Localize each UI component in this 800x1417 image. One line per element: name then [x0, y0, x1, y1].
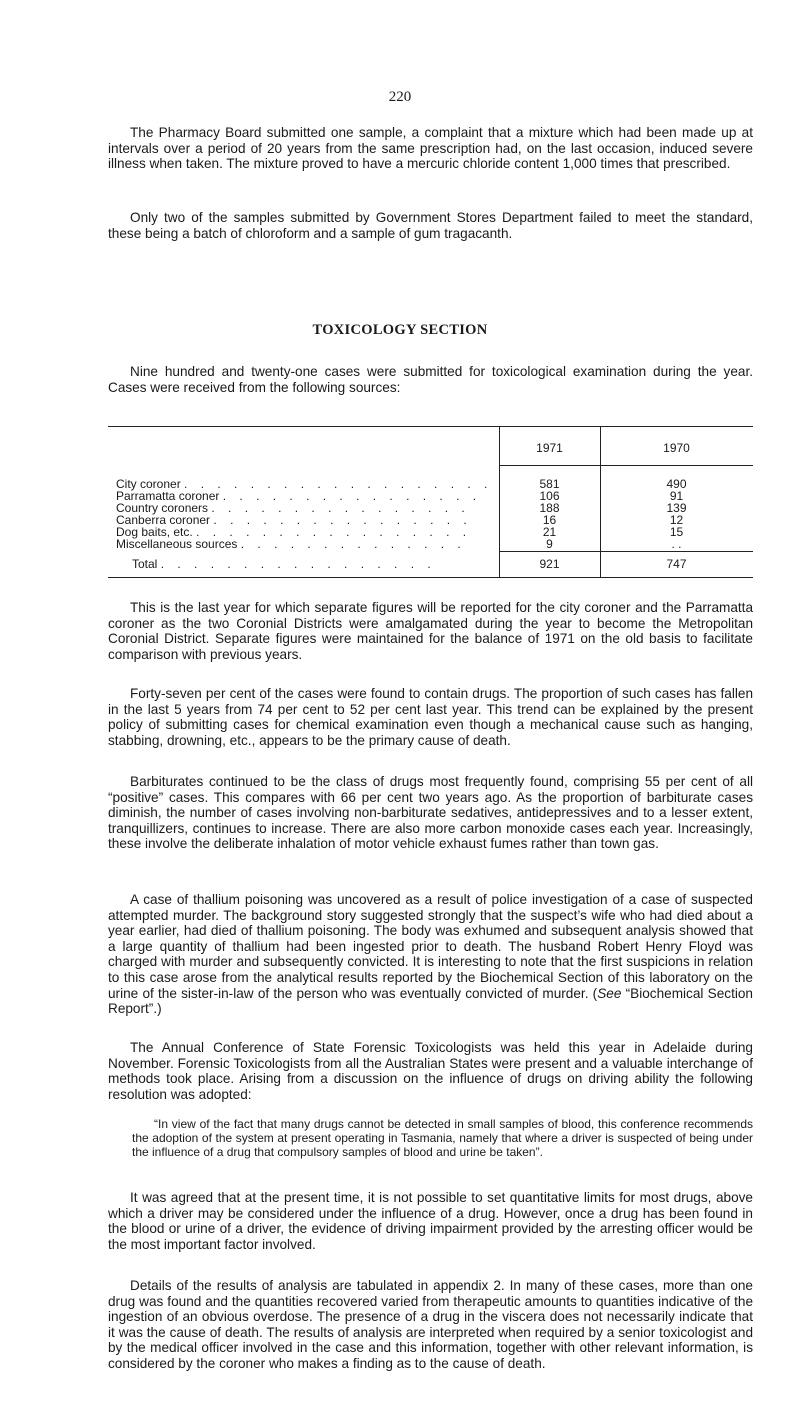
pharmacy-board-paragraph — [108, 125, 753, 172]
drug-proportion-paragraph — [108, 686, 753, 748]
table-total-rule — [499, 551, 753, 552]
row-label-dog-baits: Dog baits, etc. — [116, 526, 193, 539]
thallium-paragraph — [108, 892, 753, 1017]
table-row-label: Canberra coroner . . . . . . . . . . . . . . . . — [116, 514, 472, 527]
table-bottom-rule — [108, 577, 753, 578]
cell-city-1971: 581 — [539, 477, 560, 491]
cell-total-1971: 921 — [539, 557, 560, 571]
column-header-1970: 1970 — [663, 441, 690, 455]
thallium-text-end: “Biochemical Section Report”.) — [108, 985, 753, 1017]
government-stores-paragraph — [108, 210, 753, 241]
cell-misc-1970: . . — [671, 537, 682, 551]
pharmacy-board-text: The Pharmacy Board submitted one sample, a complaint that a mixture which had been made up at intervals over a period of 20 years from the same prescription had, on the last occasion, induced severe illness when taken. The mixture proved to have a mercuric chloride content 1,000 times that prescribed. — [108, 125, 753, 172]
table-row-label: Dog baits, etc. . . . . . . . . . . . . . . . . . — [116, 526, 472, 539]
table-row-label: Parramatta coroner . . . . . . . . . . . . . . . . — [116, 490, 482, 503]
section-intro-paragraph — [108, 364, 753, 395]
cell-dog-baits-1970: 15 — [669, 525, 684, 539]
section-intro-text: Nine hundred and twenty-one cases were submitted for toxicological examination during the year. Cases were received from the following sources: — [108, 364, 753, 395]
cell-city-1970: 490 — [666, 477, 687, 491]
cell-country-1971: 188 — [539, 501, 560, 515]
page-number: 220 — [388, 89, 412, 105]
conference-paragraph — [108, 1040, 753, 1102]
quantitative-limits-paragraph — [108, 1190, 753, 1252]
table-row-label: Country coroners . . . . . . . . . . . . . . . . — [116, 502, 470, 515]
cell-dog-baits-1971: 21 — [542, 525, 557, 539]
section-heading: TOXICOLOGY SECTION — [312, 322, 488, 338]
row-label-miscellaneous: Miscellaneous sources — [116, 538, 238, 551]
row-label-total: Total — [132, 558, 158, 571]
table-header-rule — [499, 465, 753, 466]
resolution-text: “In view of the fact that many drugs cannot be detected in small samples of blood, this conference recommends the adoption of the system at present operating in Tasmania, namely that where a driver is suspected of being under the influence of a drug that compulsory samples of blood and urine be taken”. — [132, 1117, 753, 1159]
row-label-parramatta-coroner: Parramatta coroner — [116, 490, 220, 503]
table-total-label: Total . . . . . . . . . . . . . . . . . — [132, 558, 436, 571]
row-label-canberra-coroner: Canberra coroner — [116, 514, 211, 527]
cell-misc-1971: 9 — [546, 537, 553, 551]
cell-country-1970: 139 — [666, 501, 687, 515]
drug-proportion-text: Forty-seven per cent of the cases were found to contain drugs. The proportion of such cases has fallen in the last 5 years from 74 per cent to 52 per cent last year. This trend can be explained by the present policy of submitting cases for chemical examination even though a mechanical cause such as hanging, stabbing, drowning, etc., appears to be the primary cause of death. — [108, 686, 753, 748]
cell-canberra-1970: 12 — [669, 513, 684, 527]
column-header-1971: 1971 — [536, 441, 563, 455]
see-word: See — [597, 985, 622, 1001]
conference-text: The Annual Conference of State Forensic Toxicologists was held this year in Adelaide during November. Forensic Toxicologists from all the Australian States were present and a valuable interchange of methods took place. Arising from a discussion on the influence of drugs on driving ability the following resolution was adopted: — [108, 1040, 753, 1102]
table-row-label: City coroner . . . . . . . . . . . . . . . . . . . — [116, 478, 493, 491]
cell-total-1970: 747 — [666, 557, 687, 571]
barbiturates-paragraph — [108, 774, 753, 852]
cell-canberra-1971: 16 — [542, 513, 557, 527]
quantitative-limits-text: It was agreed that at the present time, it is not possible to set quantitative limits for most drugs, above which a driver may be considered under the influence of a drug. However, once a drug has been found in the blood or urine of a driver, the evidence of driving impairment provided by the arresting officer would be the most important factor involved. — [108, 1190, 753, 1252]
government-stores-text: Only two of the samples submitted by Government Stores Department failed to meet the standard, these being a batch of chloroform and a sample of gum tragacanth. — [108, 210, 753, 241]
appendix-text: Details of the results of analysis are tabulated in appendix 2. In many of these cases, more than one drug was found and the quantities recovered varied from therapeutic amounts to quantities indicative of the ingestion of an obvious overdose. The presence of a drug in the viscera does not necessarily indicate that it was the cause of death. The results of analysis are interpreted when required by a senior toxicologist and by the medical officer involved in the case and this information, together with other relevant information, is considered by the coroner who makes a finding as to the cause of death. — [108, 1278, 753, 1371]
table-row-label: Miscellaneous sources . . . . . . . . . . . . . . — [116, 538, 466, 551]
amalgamation-paragraph — [108, 600, 753, 662]
resolution-quote — [132, 1118, 753, 1159]
appendix-paragraph — [108, 1278, 753, 1372]
row-label-country-coroners: Country coroners — [116, 502, 209, 515]
row-label-city-coroner: City coroner — [116, 478, 181, 491]
barbiturates-text: Barbiturates continued to be the class of drugs most frequently found, comprising 55 per cent of all “positive” cases. This compares with 66 per cent two years ago. As the proportion of barbiturate cases diminish, the number of cases involving non-barbiturate sedatives, antidepressives and to a lesser extent, tranquillizers, continues to increase. There are also more carbon monoxide cases each year. Increasingly, these involve the deliberate inhalation of motor vehicle exhaust fumes rather than town gas. — [108, 774, 753, 852]
thallium-text: A case of thallium poisoning was uncovered as a result of police investigation of a case of suspected attempted murder. The background story suggested strongly that the suspect’s wife who had died about a year earlier, had died of thallium poisoning. The body was exhumed and subsequent analysis showed that a large quantity of thallium had been ingested prior to death. The husband Robert Henry Floyd was charged with murder and subsequently convicted. It is interesting to note that the first suspicions in relation to this case arose from the analytical results reported by the Biochemical Section of this laboratory on the urine of the sister-in-law of the person who was eventually convicted of murder. ( — [108, 892, 753, 1001]
cell-parramatta-1971: 106 — [539, 489, 560, 503]
table-top-rule — [108, 426, 753, 427]
cell-parramatta-1970: 91 — [669, 489, 684, 503]
amalgamation-text: This is the last year for which separate figures will be reported for the city coroner and the Parramatta coroner as the two Coronial Districts were amalgamated during the year to become the Metropolitan Coronial District. Separate figures were maintained for the balance of 1971 on the old basis to facilitate comparison with previous years. — [108, 600, 753, 662]
